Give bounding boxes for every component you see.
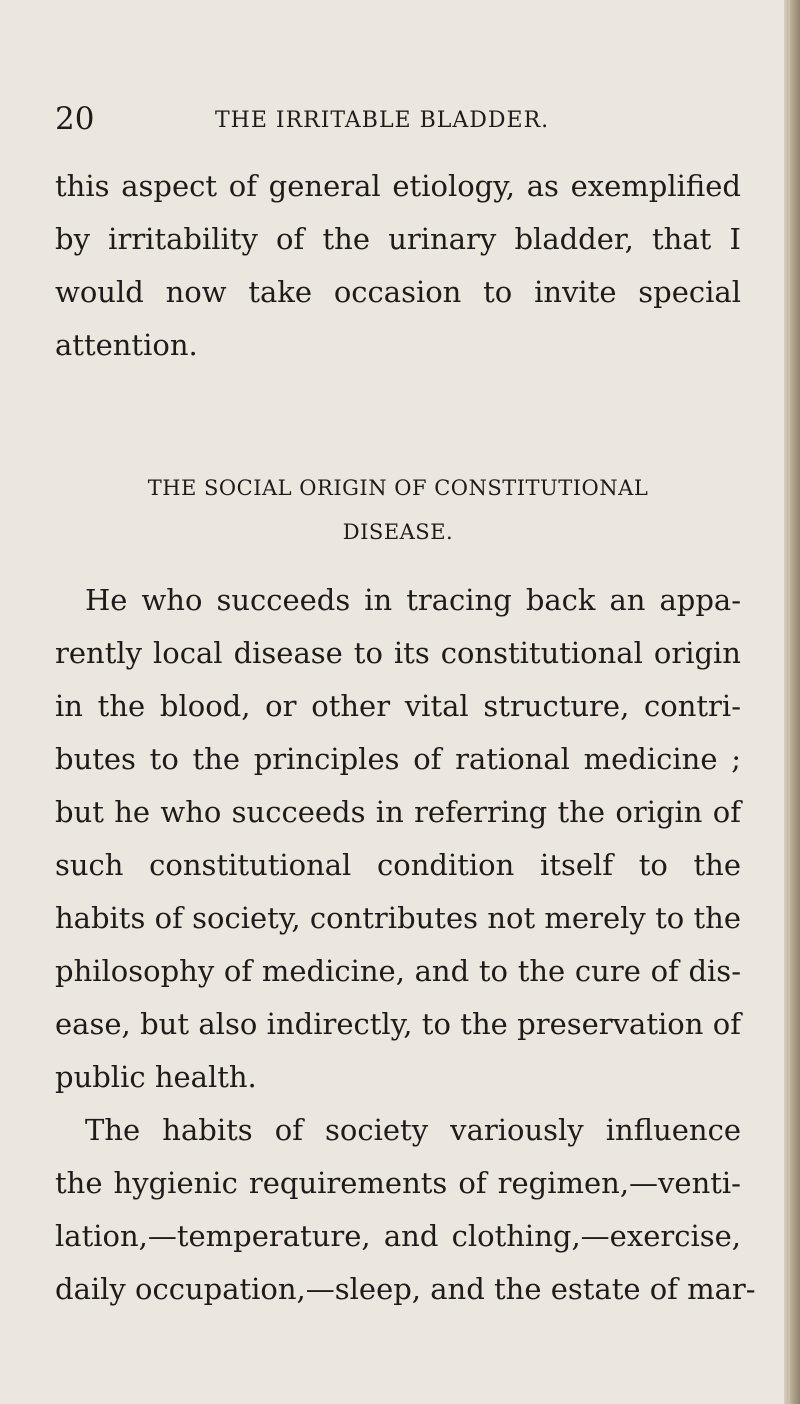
text-line: ease, but also indirectly, to the preservation of bbox=[55, 1007, 741, 1041]
text-line: such constitutional condition itself to the bbox=[55, 848, 741, 882]
text-line: habits of society, contributes not merely to the bbox=[55, 901, 741, 935]
text-line: butes to the principles of rational medicine ; bbox=[55, 742, 741, 776]
text-line: in the blood, or other vital structure, contri- bbox=[55, 689, 741, 723]
running-head bbox=[55, 102, 755, 142]
section-heading bbox=[55, 466, 741, 554]
text-line: the hygienic requirements of regimen,—venti- bbox=[55, 1166, 741, 1200]
page-number: 20 bbox=[55, 101, 95, 137]
running-head-title: THE IRRITABLE BLADDER. bbox=[215, 108, 550, 133]
text-line: philosophy of medicine, and to the cure of dis- bbox=[55, 954, 741, 988]
text-line: this aspect of general etiology, as exemplified bbox=[55, 169, 741, 203]
section-heading-line: DISEASE. bbox=[342, 520, 454, 544]
text-line: The habits of society variously influence bbox=[85, 1113, 741, 1147]
text-line: attention. bbox=[55, 328, 198, 362]
body-paragraph-2 bbox=[55, 1104, 756, 1316]
text-line: daily occupation,—sleep, and the estate of mar- bbox=[55, 1272, 756, 1306]
text-line: He who succeeds in tracing back an appa- bbox=[85, 583, 741, 617]
page-edge bbox=[784, 0, 800, 1404]
text-line: but he who succeeds in referring the origin of bbox=[55, 795, 741, 829]
text-line: public health. bbox=[55, 1060, 257, 1094]
body-paragraph-1 bbox=[55, 574, 741, 1104]
text-line: lation,—temperature, and clothing,—exercise, bbox=[55, 1219, 741, 1253]
section-heading-line: THE SOCIAL ORIGIN OF CONSTITUTIONAL bbox=[147, 476, 649, 500]
intro-paragraph bbox=[55, 160, 741, 372]
text-line: rently local disease to its constitutional origin bbox=[55, 636, 741, 670]
text-line: by irritability of the urinary bladder, that I bbox=[55, 222, 741, 256]
page-edge-line bbox=[788, 0, 790, 1404]
text-line: would now take occasion to invite special bbox=[55, 275, 741, 309]
